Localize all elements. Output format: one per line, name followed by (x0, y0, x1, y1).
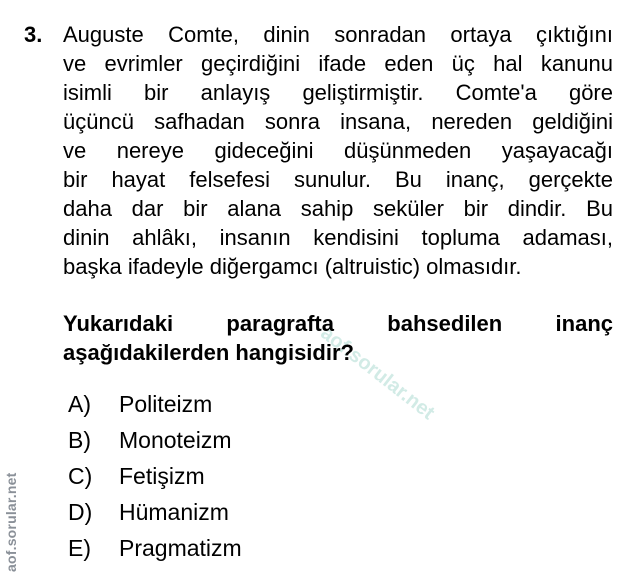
option-text: Hümanizm (119, 499, 229, 525)
option-d[interactable] (68, 494, 242, 530)
option-text: Politeizm (119, 391, 213, 417)
side-watermark: aof.sorular.net (3, 472, 19, 572)
passage-line: isimli bir anlayış geliştirmiştir. Comte'a göre (63, 80, 613, 105)
diagonal-watermark: aof.sorular.net (316, 322, 439, 425)
passage-line: daha dar bir alana sahip seküler bir dindir. Bu (63, 196, 613, 221)
option-letter: A) (68, 391, 91, 417)
passage-line: Auguste Comte, dinin sonradan ortaya çıktığını (63, 22, 613, 47)
option-a[interactable] (68, 386, 242, 422)
passage-line: ve nereye gideceğini düşünmeden yaşayacağı (63, 138, 613, 163)
passage-line: dinin ahlâkı, insanın kendisini topluma adaması, (63, 225, 613, 250)
answer-options (68, 386, 242, 566)
option-text: Fetişizm (119, 463, 205, 489)
passage-line: bir hayat felsefesi sunulur. Bu inanç, gerçekte (63, 167, 613, 192)
prompt-line: aşağıdakilerden hangisidir? (63, 340, 354, 365)
passage-line: başka ifadeyle diğergamcı (altruistic) olmasıdır. (63, 254, 522, 279)
question-passage (63, 20, 613, 281)
option-c[interactable] (68, 458, 242, 494)
passage-line: üçüncü safhadan sonra insana, nereden geldiğini (63, 109, 613, 134)
option-b[interactable] (68, 422, 242, 458)
option-e[interactable] (68, 530, 242, 566)
option-letter: E) (68, 535, 91, 561)
option-text: Pragmatizm (119, 535, 242, 561)
question-prompt (63, 309, 613, 367)
option-letter: C) (68, 463, 93, 489)
question-number: 3. (24, 22, 43, 47)
option-letter: B) (68, 427, 91, 453)
prompt-line: Yukarıdaki paragrafta bahsedilen inanç (63, 311, 613, 336)
passage-line: ve evrimler geçirdiğini ifade eden üç hal kanunu (63, 51, 613, 76)
option-letter: D) (68, 499, 93, 525)
option-text: Monoteizm (119, 427, 232, 453)
